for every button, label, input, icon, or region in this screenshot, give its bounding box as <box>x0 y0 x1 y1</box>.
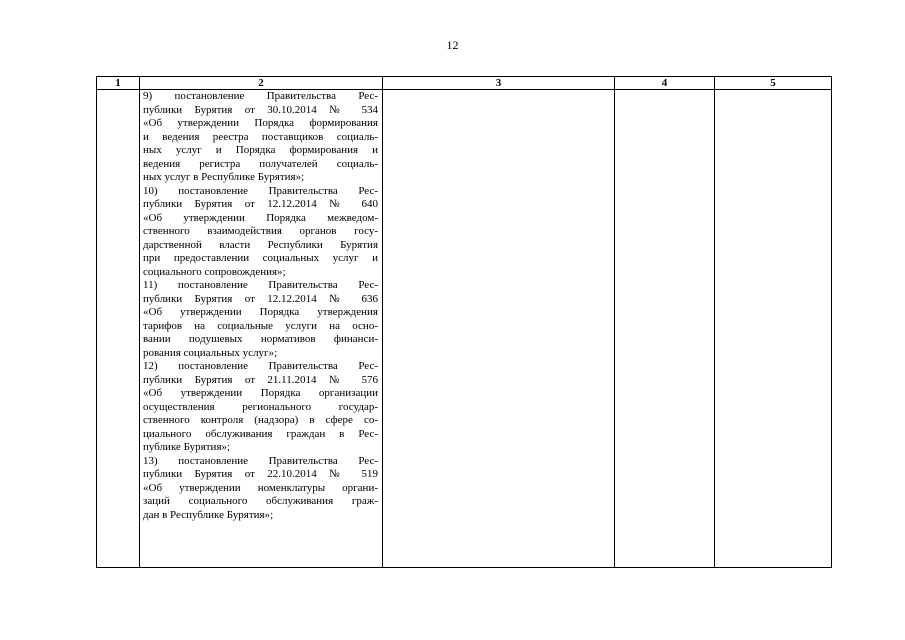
table-header-row <box>97 77 832 90</box>
text-line: ных услуг и Порядка формирования и <box>143 144 378 156</box>
column-header-5: 5 <box>715 77 832 90</box>
text-line: «Об утверждении номенклатуры органи- <box>143 481 378 494</box>
page-number: 12 <box>446 38 459 52</box>
cell-col-2-regulations <box>140 90 383 568</box>
text-line: осуществления регионального государ- <box>143 400 378 413</box>
text-line: ведения регистра получателей социаль- <box>143 157 378 170</box>
text-line: дан в Республике Бурятия»; <box>143 508 274 521</box>
text-line: «Об утверждении Порядка организации <box>143 387 378 399</box>
cell-col-1 <box>97 90 140 568</box>
table-row <box>97 90 832 568</box>
text-line: циального обслуживания граждан в Рес- <box>143 427 378 440</box>
text-line: публики Бурятия от 12.12.2014 № 636 <box>143 292 378 305</box>
text-line: заций социального обслуживания граж- <box>143 495 378 507</box>
text-line: «Об утверждении Порядка межведом- <box>143 211 378 224</box>
text-line: публики Бурятия от 21.11.2014 № 576 <box>143 373 378 386</box>
text-line: 9) постановление Правительства Рес- <box>143 90 378 102</box>
text-line: и ведения реестра поставщиков социаль- <box>143 130 378 143</box>
text-line: социального сопровождения»; <box>143 265 286 278</box>
cell-col-4 <box>615 90 715 568</box>
column-header-2: 2 <box>140 77 383 90</box>
text-line: публики Бурятия от 12.12.2014 № 640 <box>143 198 378 210</box>
text-line: вании подушевых нормативов финанси- <box>143 333 378 345</box>
column-header-3: 3 <box>383 77 615 90</box>
text-line: «Об утверждении Порядка формирования <box>143 117 378 129</box>
text-line: ных услуг в Республике Бурятия»; <box>143 171 305 183</box>
text-line: публики Бурятия от 22.10.2014 № 519 <box>143 468 378 480</box>
text-line: ственного контроля (надзора) в сфере со- <box>143 414 378 426</box>
text-line: 10) постановление Правительства Рес- <box>143 184 378 197</box>
text-line: 13) постановление Правительства Рес- <box>143 454 378 467</box>
column-header-4: 4 <box>615 77 715 90</box>
text-line: 12) постановление Правительства Рес- <box>143 360 378 372</box>
text-line: «Об утверждении Порядка утверждения <box>143 306 378 318</box>
text-line: рования социальных услуг»; <box>143 346 278 359</box>
document-table <box>96 76 832 568</box>
cell-col-3 <box>383 90 615 568</box>
text-line: публики Бурятия от 30.10.2014 № 534 <box>143 103 378 116</box>
text-line: при предоставлении социальных услуг и <box>143 252 378 264</box>
text-line: ственного взаимодействия органов госу- <box>143 225 378 237</box>
text-line: публике Бурятия»; <box>143 441 231 453</box>
column-header-1: 1 <box>97 77 140 90</box>
text-line: тарифов на социальные услуги на осно- <box>143 319 378 332</box>
cell-col-5 <box>715 90 832 568</box>
text-line: дарственной власти Республики Бурятия <box>143 238 378 251</box>
text-line: 11) постановление Правительства Рес- <box>143 279 378 291</box>
